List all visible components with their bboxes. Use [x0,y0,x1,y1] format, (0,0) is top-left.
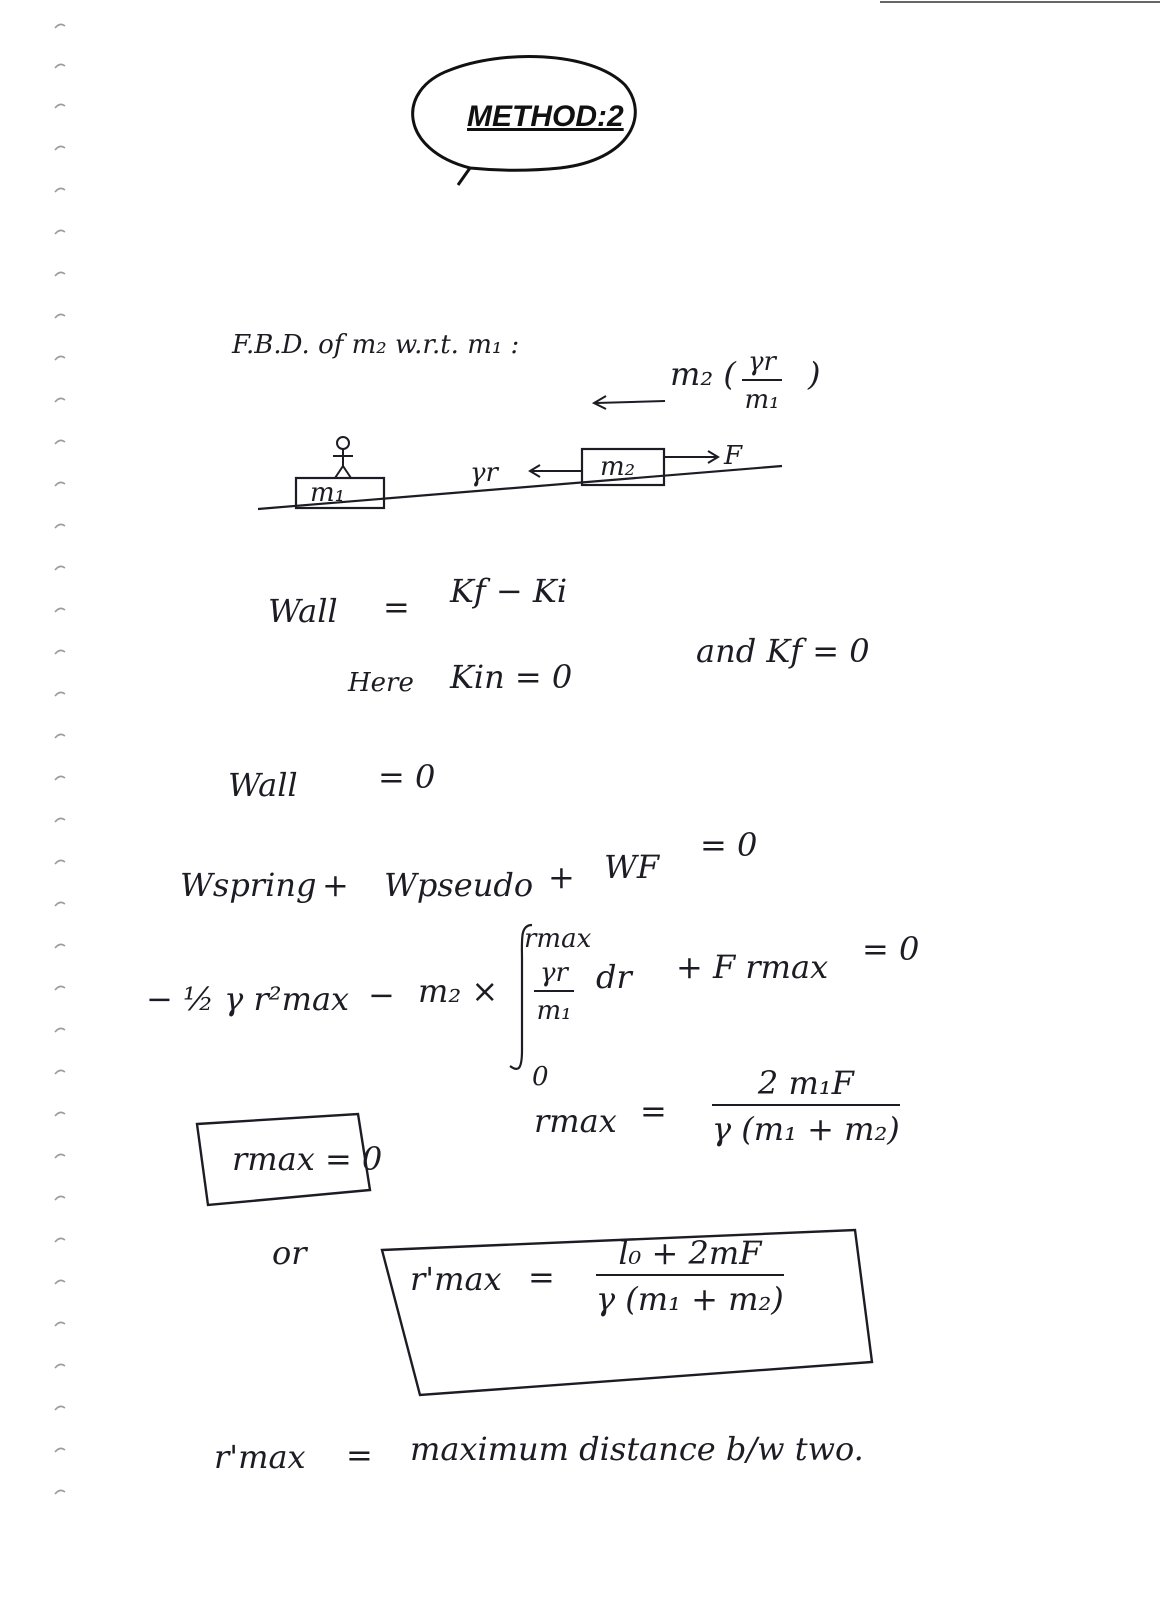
pseudo-force-numerator: γr [742,347,782,381]
step3-equals-zero: = 0 [700,826,758,864]
step1-rhs: Kf − Ki [450,572,568,610]
integral-lower-limit: 0 [532,1062,549,1092]
applied-force-label: F [724,441,743,471]
integrand-fraction [534,958,574,1026]
work-spring: Wspring [180,866,317,904]
pseudo-force-close: ) [808,355,821,393]
result1-denominator: γ (m₁ + m₂) [712,1110,900,1148]
note-lhs: r'max [214,1438,306,1476]
boxed-rmax-zero: rmax = 0 [232,1140,383,1178]
force-term: + F rmax [676,948,829,986]
step4-equals-zero: = 0 [862,930,920,968]
integrand-denominator: m₁ [536,996,572,1026]
note-equals: = [346,1436,373,1474]
step1-lhs: Wall [268,592,338,630]
margin-marks [55,24,65,1494]
integral-upper-limit: rmax [524,924,592,954]
result1-equals: = [640,1092,667,1130]
result2-numerator: l₀ + 2mF [596,1234,784,1276]
step1-equals: = [383,588,410,626]
work-pseudo: Wpseudo [384,866,534,904]
observer-figure [333,437,353,478]
step4-minus: − [368,976,395,1014]
step2-rhs: = 0 [378,758,436,796]
spring-term: − ½ γ r²max [146,980,350,1018]
result1-lhs: rmax [534,1102,617,1140]
fbd-caption: F.B.D. of m₂ w.r.t. m₁ : [232,330,520,360]
pseudo-term-prefix: m₂ × [418,972,499,1010]
result2-fraction [596,1234,784,1318]
result1-fraction [712,1064,900,1148]
work-force: WF [604,848,660,886]
or-label: or [272,1234,307,1272]
result2-equals: = [528,1258,555,1296]
result2-denominator: γ (m₁ + m₂) [596,1280,784,1318]
step2-lhs: Wall [228,766,298,804]
step3-plus-2: + [548,858,575,896]
integrand-dr: dr [596,958,632,996]
result1-numerator: 2 m₁F [712,1064,900,1106]
block-m1-label: m₁ [310,478,346,508]
pseudo-force-arrow [596,401,665,403]
pseudo-force-denominator: m₁ [744,385,780,415]
result2-lhs: r'max [410,1260,502,1298]
block-m2-label: m₂ [600,452,636,482]
step1-and-kf: and Kf = 0 [696,632,870,670]
method-title: METHOD:2 [467,100,624,133]
step1-here: Here [348,668,414,698]
step3-plus-1: + [322,866,349,904]
integrand-numerator: γr [534,958,574,992]
step1-kin: Kin = 0 [450,658,573,696]
spring-force-label: γr [470,458,498,488]
pseudo-force-label: m₂ ( [670,355,736,393]
note-text: maximum distance b/w two. [410,1430,864,1468]
pseudo-force-fraction [742,347,782,415]
